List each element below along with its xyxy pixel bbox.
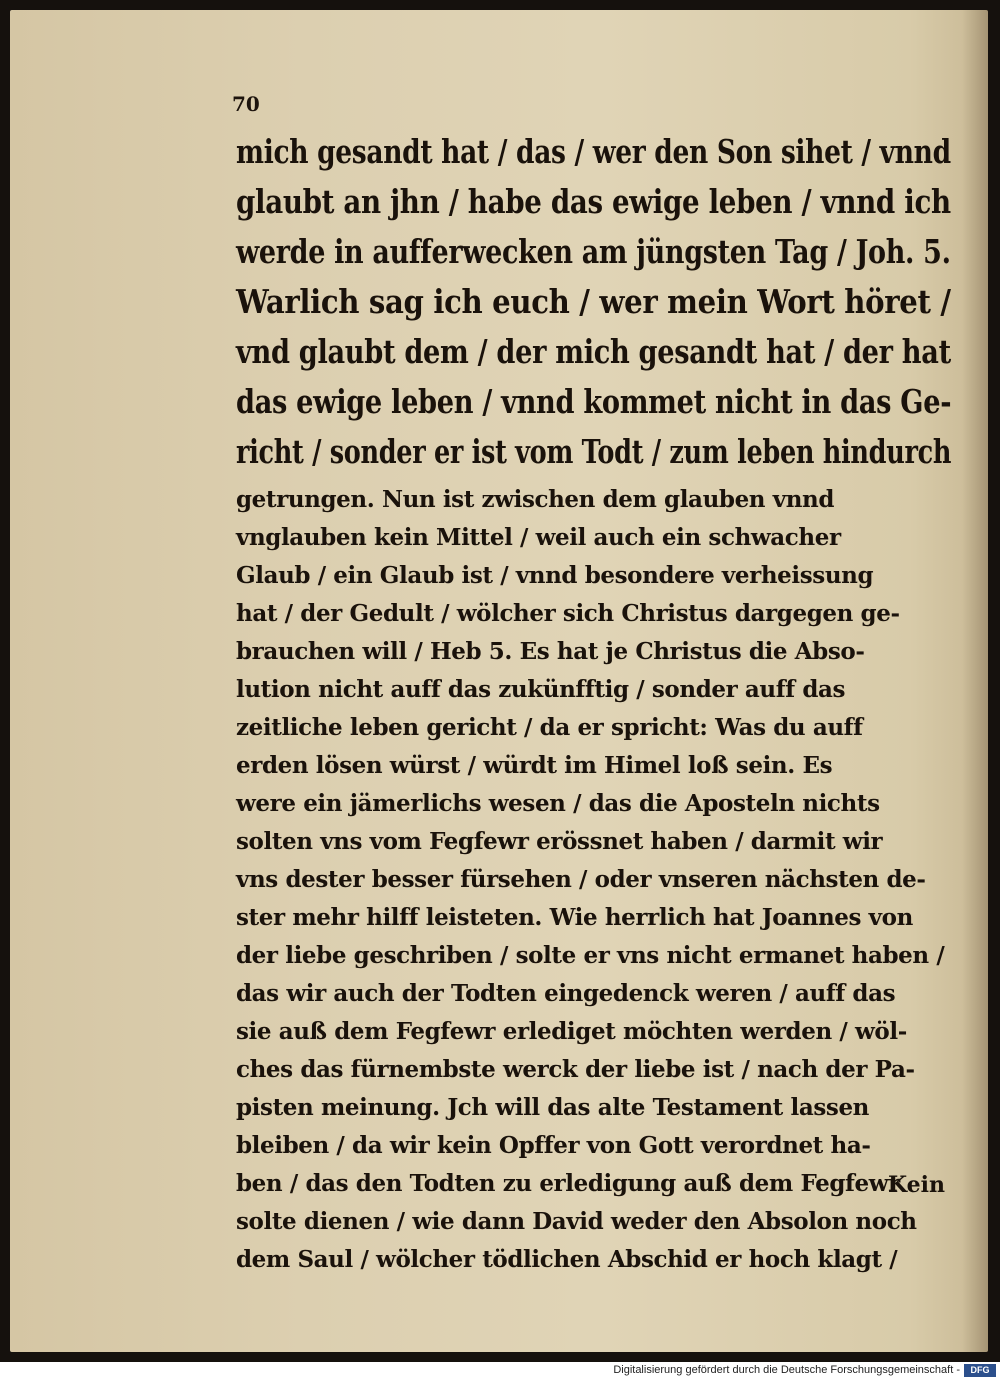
page-number: 70 [232,92,260,116]
text-line: getrungen. Nun ist zwischen dem glauben vnnd [236,486,835,513]
text-line: brauchen will / Heb 5. Es hat je Christus die Abso- [236,638,865,665]
text-line: zeitliche leben gericht / da er spricht: Was du auff [236,714,863,741]
text-line: Warlich sag ich euch / wer mein Wort höret / [236,282,951,321]
text-line: vns dester besser fürsehen / oder vnseren nächsten de- [236,866,926,893]
text-line: glaubt an jhn / habe das ewige leben / vnnd ich [236,182,951,221]
text-line: ches das fürnembste werck der liebe ist / nach der Pa- [236,1056,915,1083]
text-line: mich gesandt hat / das / wer den Son sihet / vnnd [236,132,951,171]
funding-notice: Digitalisierung gefördert durch die Deutsche Forschungsgemeinschaft - [613,1364,960,1376]
dfg-logo: DFG [964,1364,996,1377]
text-line: dem Saul / wölcher tödlichen Abschid er hoch klagt / [236,1246,898,1273]
text-line: ben / das den Todten zu erledigung auß dem Fegfewr [236,1170,900,1197]
text-line: sie auß dem Fegfewr erlediget möchten werden / wöl- [236,1018,907,1045]
text-line: das wir auch der Todten eingedenck weren / auff das [236,980,896,1007]
text-line: Glaub / ein Glaub ist / vnnd besondere verheissung [236,562,874,589]
page-edge-shadow [962,10,988,1352]
text-line: vnd glaubt dem / der mich gesandt hat / der hat [236,332,951,371]
text-line: solte dienen / wie dann David weder den Absolon noch [236,1208,917,1235]
text-line: bleiben / da wir kein Opffer von Gott verordnet ha- [236,1132,871,1159]
text-line: erden lösen würst / würdt im Himel loß sein. Es [236,752,833,779]
text-line: richt / sonder er ist vom Todt / zum leben hindurch [236,432,952,471]
text-line: were ein jämerlichs wesen / das die Aposteln nichts [236,790,880,817]
text-line: hat / der Gedult / wölcher sich Christus dargegen ge- [236,600,900,627]
text-line: solten vns vom Fegfewr erössnet haben / darmit wir [236,828,883,855]
text-line: lution nicht auff das zukünfftig / sonder auff das [236,676,846,703]
catchword: Kein [888,1172,945,1198]
text-line: der liebe geschriben / solte er vns nicht ermanet haben / [236,942,945,969]
footer-bar [0,1362,1000,1380]
text-line: pisten meinung. Jch will das alte Testament lassen [236,1094,870,1121]
text-line: ster mehr hilff leisteten. Wie herrlich hat Joannes von [236,904,913,931]
text-line: vnglauben kein Mittel / weil auch ein schwacher [236,524,841,551]
text-line: werde in aufferwecken am jüngsten Tag / Joh. 5. [236,232,951,271]
text-line: das ewige leben / vnnd kommet nicht in das Ge- [236,382,952,421]
